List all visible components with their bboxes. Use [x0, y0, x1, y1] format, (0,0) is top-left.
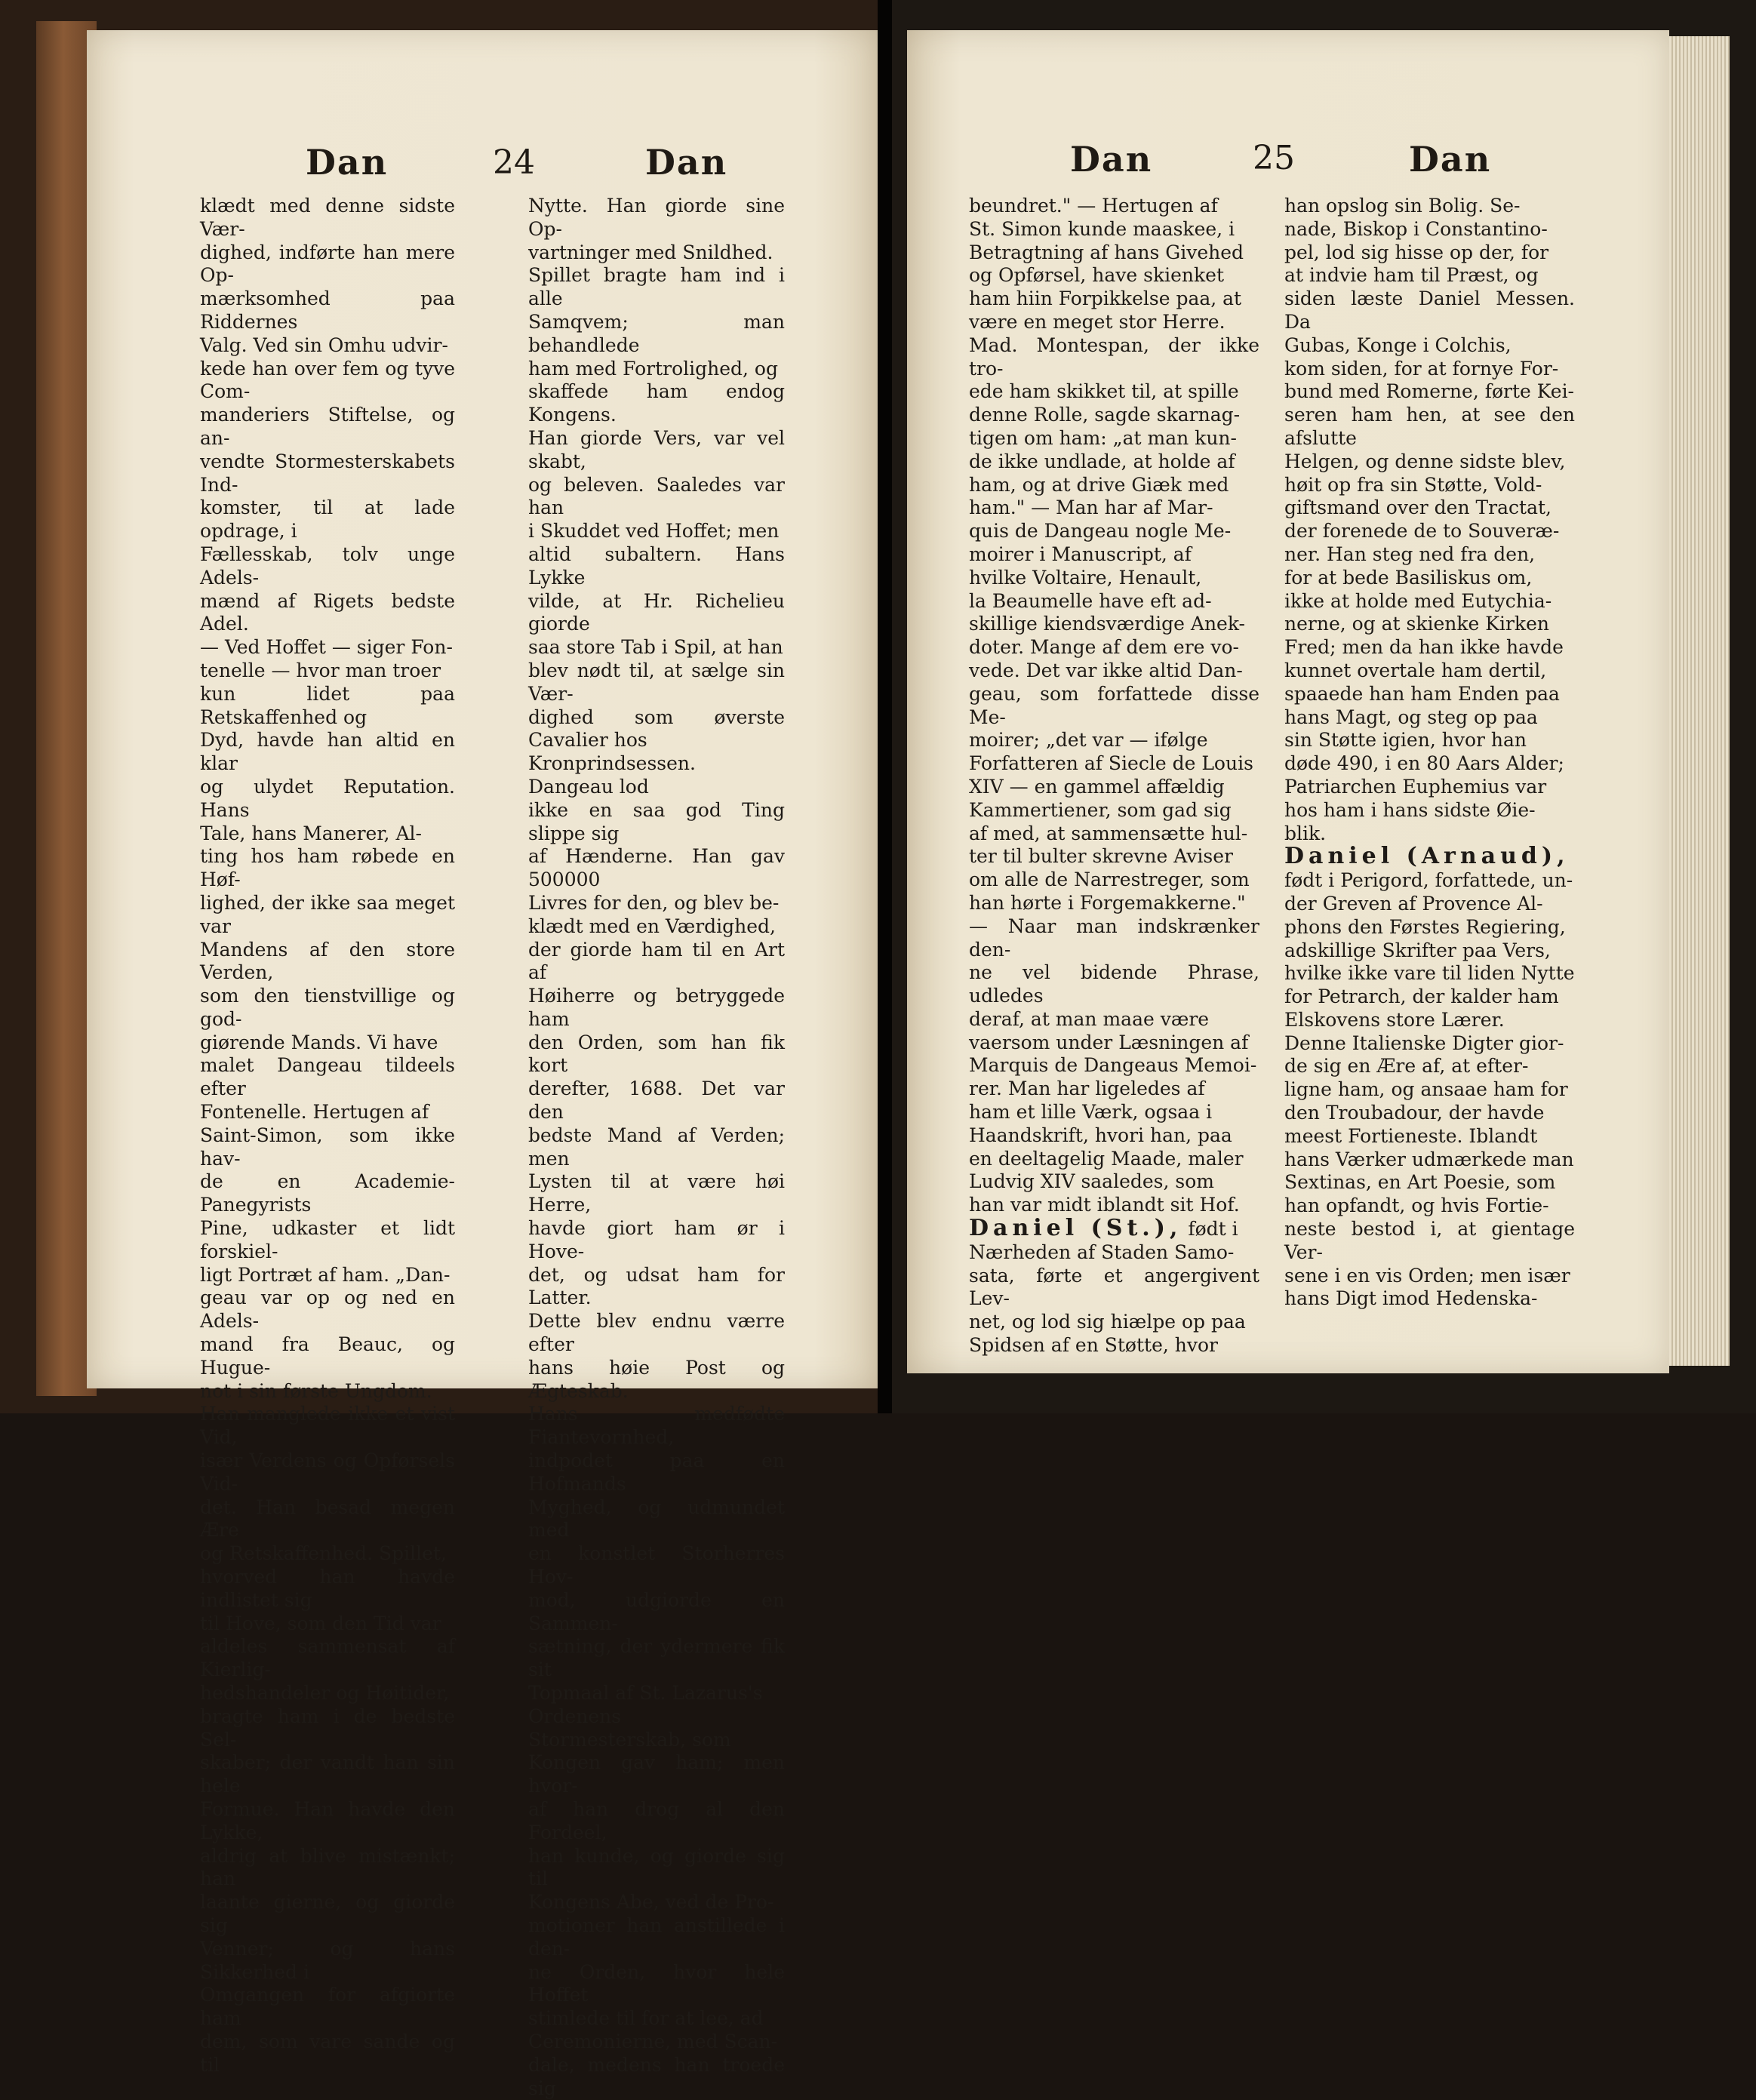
text-line: i Skuddet ved Hoffet; men	[528, 520, 780, 543]
text-line: ne vel bidende Phrase, udledes	[969, 961, 1259, 1007]
text-column-1	[200, 195, 455, 2077]
text-line: quis de Dangeau nogle Me-	[969, 520, 1232, 543]
text-line: klædt med denne sidste Vær-	[200, 195, 455, 240]
text-line: født i Perigord, forfattede, un-	[1284, 869, 1573, 892]
header-headword-right: Dan	[1409, 139, 1492, 180]
text-line: hans Magt, og steg op paa	[1284, 706, 1538, 728]
text-line: Nytte. Han giorde sine Op-	[528, 195, 785, 240]
text-line: stimlede til for at lee, ad	[528, 2007, 764, 2030]
text-line: han kunde, og giorde sig til	[528, 1844, 785, 1890]
text-line: adskillige Skrifter paa Vers,	[1284, 939, 1551, 961]
text-line: komster, til at lade opdrage, i	[200, 497, 455, 543]
text-line: Myghed, og udmundet med	[528, 1496, 785, 1542]
text-line: Saint-Simon, som ikke hav-	[200, 1124, 455, 1170]
text-line: saa store Tab i Spil, at han	[528, 636, 783, 659]
text-line: not i sin første Ungdom.	[200, 1379, 432, 1402]
text-line: han opslog sin Bolig. Se-	[1284, 195, 1521, 217]
text-line: laante gierne, og giorde sig	[200, 1891, 455, 1936]
text-line: mærksomhed paa Riddernes	[200, 287, 455, 333]
text-line: høit op fra sin Støtte, Vold-	[1284, 473, 1542, 496]
text-line: kunnet overtale ham dertil,	[1284, 659, 1547, 681]
text-line: og beleven. Saaledes var han	[528, 473, 785, 519]
text-line: blik.	[1284, 822, 1327, 844]
text-line: Fællesskab, tolv unge Adels-	[200, 543, 455, 589]
entry-headword: Daniel (St.),	[969, 1215, 1182, 1242]
text-line: der giorde ham til en Art af	[528, 938, 785, 984]
text-line: ligt Portræt af ham. „Dan-	[200, 1263, 451, 1286]
text-line: — Naar man indskrænker den-	[969, 915, 1259, 961]
text-line: især Verdens og Opførsels Vid-	[200, 1450, 455, 1495]
text-line: Kammertiener, som gad sig	[969, 798, 1232, 821]
text-column-1	[969, 195, 1259, 1357]
text-line: hans Værker udmærkede man	[1284, 1148, 1574, 1170]
text-line: klædt med en Værdighed,	[528, 915, 776, 937]
text-line: ham, og at drive Giæk med	[969, 473, 1229, 496]
text-line: neste bestod i, at gientage Ver-	[1284, 1218, 1575, 1263]
text-line: Marquis de Dangeaus Memoi-	[969, 1054, 1257, 1077]
text-line: Helgen, og denne sidste blev,	[1284, 450, 1566, 472]
text-line: den Orden, som han fik kort	[528, 1031, 785, 1077]
text-line: hvorved han havde indlistet sig	[200, 1566, 455, 1611]
text-line: der forenede de to Souveræ-	[1284, 520, 1560, 543]
text-line: derefter, 1688. Det var den	[528, 1078, 785, 1124]
text-line: indpodet paa en Hofmands	[528, 1450, 785, 1495]
text-line: sætning, der ydermere fik sit	[528, 1635, 785, 1681]
text-line: Elskovens store Lærer.	[1284, 1008, 1505, 1031]
text-line: sata, førte et angergivent Lev-	[969, 1264, 1259, 1310]
text-line: vilde, at Hr. Richelieu giorde	[528, 589, 785, 635]
text-line: ikke en saa god Ting slippe sig	[528, 798, 785, 844]
text-line: havde giort ham ør i Hove-	[528, 1217, 785, 1262]
text-line: Dyd, havde han altid en klar	[200, 729, 455, 775]
text-line: Ludvig XIV saaledes, som	[969, 1170, 1214, 1193]
text-line: kede han over fem og tyve Com-	[200, 357, 455, 403]
text-line: sin Støtte igien, hvor han	[1284, 729, 1527, 752]
text-line: ham med Fortrolighed, og	[528, 357, 778, 380]
text-line: spaaede han ham Enden paa	[1284, 682, 1560, 705]
text-line: vaersom under Læsningen af	[969, 1031, 1249, 1053]
entry-line	[969, 1217, 1259, 1241]
text-line: Spidsen af en Støtte, hvor	[969, 1334, 1218, 1357]
text-line: Lysten til at være høi Herre,	[528, 1170, 785, 1216]
text-line: dighed som øverste Cavalier hos	[528, 706, 785, 752]
text-line: af med, at sammensætte hul-	[969, 822, 1248, 844]
text-line: Gubas, Konge i Colchis,	[1284, 334, 1512, 356]
text-line: Omgangen for afgiorte ham	[200, 1984, 455, 2030]
text-line: for Petrarch, der kalder ham	[1284, 985, 1559, 1008]
text-line: Fontenelle. Hertugen af	[200, 1101, 429, 1124]
text-line: Valg. Ved sin Omhu udvir-	[200, 334, 448, 356]
page-number: 24	[493, 143, 535, 182]
entry-text: født i	[1182, 1218, 1238, 1241]
text-line: doter. Mange af dem ere vo-	[969, 636, 1240, 659]
text-line: lighed, der ikke saa meget var	[200, 891, 455, 937]
text-line: hans høie Post og Ægteskab.	[528, 1356, 785, 1402]
text-line: Ceremonierne, med Scan-	[528, 2030, 778, 2052]
text-line: pel, lod sig hisse op der, for	[1284, 241, 1549, 263]
text-line: de ikke undlade, at holde af	[969, 450, 1235, 472]
text-line: Mandens af den store Verden,	[200, 938, 455, 984]
text-line: siden læste Daniel Messen. Da	[1284, 287, 1575, 333]
text-line: net, og lod sig hiælpe op paa	[969, 1311, 1246, 1333]
text-line: for at bede Basiliskus om,	[1284, 566, 1533, 589]
text-line: ham." — Man har af Mar-	[969, 497, 1213, 519]
text-line: det, og udsat ham for Latter.	[528, 1263, 785, 1309]
text-line: manderiers Stiftelse, og an-	[200, 404, 455, 449]
text-line: Dette blev endnu værre efter	[528, 1310, 785, 1356]
text-line: malet Dangeau tildeels efter	[200, 1054, 455, 1100]
text-line: Tale, hans Manerer, Al-	[200, 822, 422, 844]
text-line: St. Simon kunde maaskee, i	[969, 217, 1235, 240]
text-line: dem, som vare sande og til	[200, 2030, 455, 2076]
text-line: geau, som forfattede disse Me-	[969, 682, 1259, 728]
text-line: Spillet bragte ham ind i alle	[528, 264, 785, 310]
text-line: Sextinas, en Art Poesie, som	[1284, 1171, 1556, 1194]
text-line: Pine, udkaster et lidt forskiel-	[200, 1217, 455, 1262]
text-column-2	[528, 195, 785, 2100]
text-line: tenelle — hvor man troer	[200, 659, 441, 681]
page-number: 25	[1253, 139, 1295, 177]
text-line: ter til bulter skrevne Aviser	[969, 845, 1233, 868]
text-line: der Greven af Provence Al-	[1284, 892, 1543, 915]
text-line: være en meget stor Herre.	[969, 310, 1226, 333]
text-line: kom siden, for at fornye For-	[1284, 357, 1559, 380]
text-line: Patriarchen Euphemius var	[1284, 775, 1547, 798]
gutter-divider	[878, 0, 892, 1413]
text-line: Kronprindsessen. Dangeau lod	[528, 752, 696, 798]
text-line: han hørte i Forgemakkerne."	[969, 891, 1246, 914]
text-line: den Troubadour, der havde	[1284, 1102, 1545, 1124]
text-line: seren ham hen, at see den afslutte	[1284, 404, 1575, 449]
text-line: XIV — en gammel affældig	[969, 775, 1225, 798]
text-line: og ulydet Reputation. Hans	[200, 775, 455, 821]
text-line: moirer i Manuscript, af	[969, 543, 1192, 565]
text-line: Kongens Abe, ved de Pro-	[528, 1891, 774, 1914]
text-line: skaffede ham endog Kongens.	[528, 380, 785, 426]
text-line: moirer; „det var — ifølge	[969, 729, 1208, 752]
text-line: Formue. Han havde den Lykke,	[200, 1797, 455, 1843]
text-line: dighed, indførte han mere Op-	[200, 241, 455, 287]
text-line: hvilke Voltaire, Henault,	[969, 566, 1202, 589]
text-line: Livres for den, og blev be-	[528, 891, 780, 914]
text-line: nerne, og at skienke Kirken	[1284, 613, 1549, 635]
text-line: aldrig at blive mistænkt; han	[200, 1844, 455, 1890]
text-line: Han giorde Vers, var vel skabt,	[528, 426, 785, 472]
text-line: rer. Man har ligeledes af	[969, 1078, 1205, 1100]
left-page-photo	[0, 0, 878, 2099]
text-line: mod, udgiorde en Sammen-	[528, 1588, 785, 1634]
text-line: om alle de Narrestreger, som	[969, 869, 1250, 891]
text-line: til Hove, som den Tid var	[200, 1612, 441, 1634]
text-line: — Ved Hoffet — siger Fon-	[200, 636, 453, 659]
text-line: af han drog al den Fordeel,	[528, 1797, 785, 1843]
text-line: af Hænderne. Han gav 500000	[528, 845, 785, 891]
text-line: vede. Det var ikke altid Dan-	[969, 659, 1243, 681]
text-line: som den tienstvillige og god-	[200, 985, 455, 1030]
text-line: Samqvem; man behandlede	[528, 310, 785, 356]
text-line: hos ham i hans sidste Øie-	[1284, 798, 1536, 821]
text-line: tigen om ham: „at man kun-	[969, 426, 1237, 449]
running-header	[907, 136, 1669, 189]
text-line: beundret." — Hertugen af	[969, 195, 1218, 217]
text-line: bedste Mand af Verden; men	[528, 1124, 785, 1170]
text-line: han opfandt, og hvis Fortie-	[1284, 1195, 1549, 1217]
text-line: la Beaumelle have eft ad-	[969, 589, 1212, 612]
text-line: hedshandeler og Høitider,	[200, 1682, 450, 1704]
text-line: dale, medens han troede sig	[528, 2053, 785, 2099]
text-line: Topmaal af St. Lazarus's	[528, 1682, 763, 1704]
text-line: nade, Biskop i Constantino-	[1284, 217, 1548, 240]
text-line: ham hiin Forpikkelse paa, at	[969, 287, 1242, 310]
text-line: Nærheden af Staden Samo-	[969, 1241, 1235, 1263]
text-line: geau var op og ned en Adels-	[200, 1287, 455, 1333]
text-line: ting hos ham røbede en Høf-	[200, 845, 455, 891]
text-line: ne Orden, hvor hele Hoffet	[528, 1960, 785, 2006]
text-line: motioner han anstillede i den-	[528, 1914, 785, 1960]
text-line: denne Rolle, sagde skarnag-	[969, 404, 1241, 426]
text-line: det. Han besad megen Ære	[200, 1496, 455, 1542]
text-line: giftsmand over den Tractat,	[1284, 497, 1551, 519]
text-line: hans Digt imod Hedenska-	[1284, 1287, 1538, 1310]
text-line: meest Fortieneste. Iblandt	[1284, 1124, 1538, 1147]
entry-headword-text: Daniel (Arnaud),	[1284, 843, 1570, 870]
text-line: Fred; men da han ikke havde	[1284, 636, 1564, 659]
text-line: de sig en Ære af, at efter-	[1284, 1055, 1529, 1078]
text-line: Kongen gav ham; men hvor-	[528, 1751, 785, 1797]
text-line: og Opførsel, have skienket	[969, 264, 1225, 287]
header-headword-left: Dan	[1070, 139, 1153, 180]
text-line: ham et lille Værk, ogsaa i	[969, 1101, 1213, 1124]
text-line: ede ham skikket til, at spille	[969, 380, 1239, 403]
text-line: Hans medfødte Fiantevornhed,	[528, 1403, 785, 1449]
text-column-2	[1284, 195, 1575, 1311]
text-line: og Retskaffenhed. Spillet,	[200, 1542, 447, 1565]
running-header	[87, 136, 878, 189]
text-line: phons den Førstes Regiering,	[1284, 915, 1566, 938]
text-line: Denne Italienske Digter gior-	[1284, 1032, 1564, 1054]
text-line: altid subaltern. Hans Lykke	[528, 543, 785, 589]
text-line: mænd af Rigets bedste Adel.	[200, 589, 455, 635]
text-line: vartninger med Snildhed.	[528, 241, 773, 263]
text-line: at indvie ham til Præst, og	[1284, 264, 1539, 287]
text-line: deraf, at man maae være	[969, 1007, 1210, 1030]
text-line: Forfatteren af Siecle de Louis	[969, 752, 1253, 775]
text-line: døde 490, i en 80 Aars Alder;	[1284, 752, 1564, 775]
text-line: de en Academie-Panegyrists	[200, 1170, 455, 1216]
text-line: Betragtning af hans Givehed	[969, 241, 1244, 263]
text-line: ner. Han steg ned fra den,	[1284, 543, 1536, 565]
text-line: aldeles sammensat af Kierlig-	[200, 1635, 455, 1681]
text-line: mand fra Beauc, og Hugue-	[200, 1333, 455, 1379]
text-line: Han manglede ikke et vist Vid,	[200, 1403, 455, 1449]
text-line: skaber; der vandt han sin hele	[200, 1751, 455, 1797]
text-line: blev nødt til, at sælge sin Vær-	[528, 659, 785, 705]
right-page-photo	[892, 0, 1756, 1413]
page-edges	[1669, 36, 1730, 1366]
text-line: ikke at holde med Eutychia-	[1284, 589, 1552, 612]
text-line: skillige kiendsværdige Anek-	[969, 613, 1246, 635]
text-line: bragte ham i de bedste Sel-	[200, 1705, 455, 1751]
text-line: hvilke ikke vare til liden Nytte	[1284, 962, 1575, 985]
text-line: Høiherre og betryggede ham	[528, 985, 785, 1030]
text-line: en konstlet Storherres Hov-	[528, 1542, 785, 1588]
text-line: Venner; og hans Sikkerhed i	[200, 1937, 455, 1983]
text-line: ligne ham, og ansaae ham for	[1284, 1078, 1568, 1101]
entry-headword	[1284, 845, 1575, 869]
text-line: giørende Mands. Vi have	[200, 1031, 438, 1053]
text-line: vendte Stormesterskabets Ind-	[200, 450, 455, 496]
text-line: sene i en vis Orden; men især	[1284, 1264, 1570, 1287]
page-24	[87, 30, 878, 2099]
text-line: Ordenens Stormesterskab, som	[528, 1705, 731, 1751]
text-line: bund med Romerne, førte Kei-	[1284, 380, 1575, 403]
text-line: han var midt iblandt sit Hof.	[969, 1194, 1240, 1216]
header-headword-right: Dan	[645, 142, 728, 183]
text-line: kun lidet paa Retskaffenhed og	[200, 682, 455, 728]
header-headword-left: Dan	[306, 142, 389, 183]
text-line: Mad. Montespan, der ikke tro-	[969, 334, 1259, 380]
text-line: Haandskrift, hvori han, paa	[969, 1124, 1232, 1146]
page-25	[907, 30, 1669, 1373]
text-line: en deeltagelig Maade, maler	[969, 1147, 1244, 1170]
